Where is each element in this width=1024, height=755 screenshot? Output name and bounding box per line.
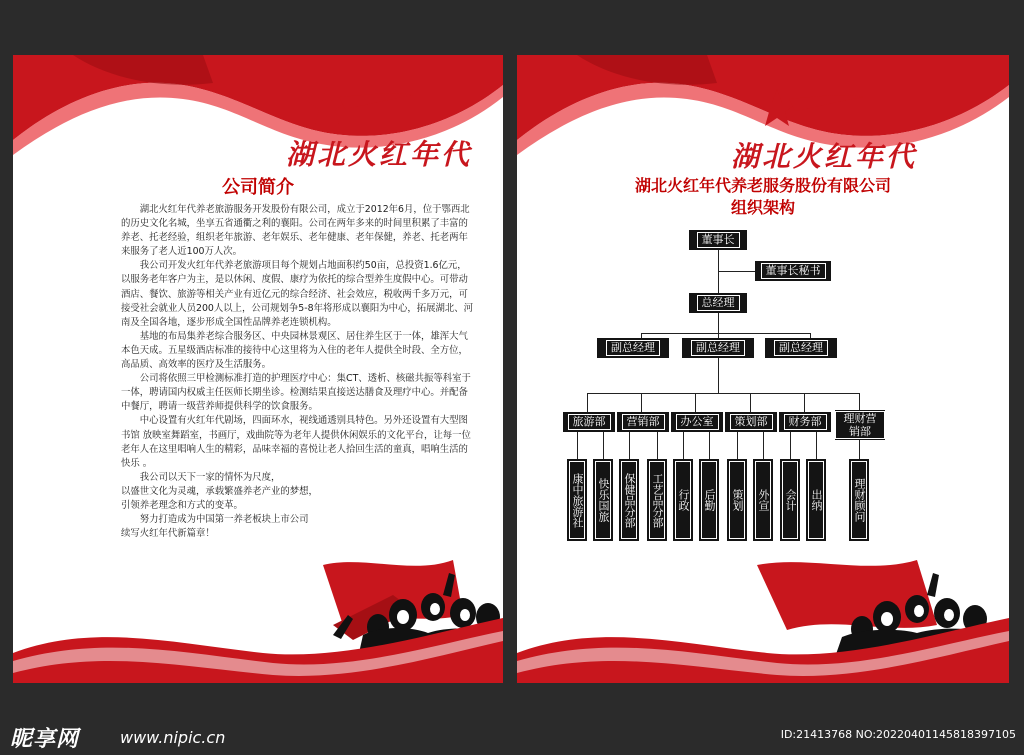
deputy-label: 副总经理	[691, 340, 745, 356]
connector-line	[641, 333, 811, 334]
unit-box	[780, 459, 800, 541]
paragraph: 基地的布局集养老综合服务区、中央园林景观区、居住养生区于一体，雄浑大气本色天成。五星级酒店标准的接待中心这里将为入住的老年人提供全时段、全方位，高品质、高效率的医疗及生活服务。	[121, 330, 468, 371]
unit-box	[567, 459, 587, 541]
unit-label: 保健品分部	[621, 461, 637, 539]
paragraph: 引领养老理念和方式的变革。	[121, 499, 243, 511]
unit-box	[699, 459, 719, 541]
brand-name: 湖北火红年代	[731, 140, 918, 173]
connector-line	[763, 431, 764, 459]
paragraph: 公司将依照三甲检测标准打造的护理医疗中心：集CT、透析、核磁共振等科室于一体，聘请国内权威主任医师长期坐诊。检测结果直接送达膳食及理疗中心。并配备中餐厅，聘请一级营养师提供科学的饮食服务。	[121, 373, 471, 413]
unit-box	[673, 459, 693, 541]
connector-line	[657, 431, 658, 459]
department-box	[617, 412, 669, 432]
profile-text	[121, 203, 473, 541]
connector-line	[718, 313, 719, 341]
connector-line	[641, 393, 642, 413]
unit-label: 策划	[729, 461, 745, 539]
company-name: 湖北火红年代养老服务股份有限公司	[634, 176, 891, 195]
connector-line	[718, 247, 719, 297]
chairman-box	[689, 230, 747, 250]
unit-label: 出纳	[808, 461, 824, 539]
paragraph: 中心设置有火红年代剧场，四面环水，视线通透别具特色。另外还设置有大型图书馆 放映室舞蹈室，书画厅，戏曲院等为老年人提供休闲娱乐的文化平台，让每一位老年人在这里唱响人生的精彩，品味幸福的喜悦让老人拾回生活的童真，唱响生活的快乐 。	[121, 415, 471, 469]
unit-box	[806, 459, 826, 541]
department-box	[779, 412, 831, 432]
connector-line	[683, 431, 684, 459]
unit-label: 工艺品分部	[649, 461, 665, 539]
image-id-text: ID:21413768 NO:20220401145818397105	[780, 728, 1016, 741]
unit-label: 快乐国旅	[595, 461, 611, 539]
connector-line	[750, 393, 751, 413]
deputy-label: 副总经理	[774, 340, 828, 356]
connector-line	[603, 431, 604, 459]
chart-subtitle: 组织架构	[730, 198, 795, 217]
deputy-manager-box	[597, 338, 669, 358]
site-url[interactable]: www.nipic.cn	[120, 728, 226, 747]
brand-name: 湖北火红年代	[286, 138, 473, 171]
unit-box	[727, 459, 747, 541]
department-box	[563, 412, 615, 432]
connector-line	[790, 431, 791, 459]
connector-line	[804, 393, 805, 413]
department-label: 办公室	[676, 414, 719, 430]
unit-label: 外宣	[755, 461, 771, 539]
department-box	[835, 410, 885, 440]
general-manager-box	[689, 293, 747, 313]
unit-box	[849, 459, 869, 541]
secretary-label: 董事长秘书	[761, 263, 826, 279]
department-label: 旅游部	[568, 414, 611, 430]
paragraph: 我公司以天下一家的情怀为尺度，	[139, 471, 281, 483]
red-ribbon-bottom	[13, 613, 503, 683]
connector-line	[587, 393, 588, 413]
department-label: 财务部	[784, 414, 827, 430]
connector-line	[718, 271, 758, 272]
deputy-label: 副总经理	[606, 340, 660, 356]
department-label: 理财营销部	[835, 411, 885, 439]
brand-star-icon	[755, 87, 865, 133]
unit-label: 理财顾问	[851, 461, 867, 539]
page-title: 公司简介	[222, 177, 294, 198]
connector-line	[816, 431, 817, 459]
department-label: 策划部	[730, 414, 773, 430]
unit-label: 康中旅游社	[569, 461, 585, 539]
red-ribbon-bottom	[517, 613, 1009, 683]
unit-box	[593, 459, 613, 541]
chairman-label: 董事长	[697, 232, 740, 248]
deputy-manager-box	[765, 338, 837, 358]
brand-star-icon	[305, 85, 415, 131]
paragraph: 努力打造成为中国第一养老板块上市公司	[139, 514, 309, 526]
unit-box	[753, 459, 773, 541]
paragraph: 湖北火红年代养老旅游服务开发股份有限公司，成立于2012年6月，位于鄂西北的历史文化名城，坐享五省通衢之利的襄阳。公司在两年多来的时间里积累了丰富的养老、托老经验，组织老年旅游、老年娱乐、老年健康、老年保健，养老、托老两年来服务了老人近100万人次。	[121, 204, 470, 258]
paragraph: 我公司开发火红年代养老旅游项目每个规划占地面积约50亩，总投资1.6亿元，以服务老年客户为主，是以休闲、度假、康疗为依托的综合型养生度假中心。可带动酒店、餐饮、旅游等相关产业有近亿元的综合经济、社会效应，税收两千多万元，可接受社会就业人员200人以上，公司规划争5-8年将形成以襄阳为中心，拓展湖北、河南及全国各地，逐步形成全国性品牌养老连锁机构。	[121, 260, 473, 328]
unit-label: 会计	[782, 461, 798, 539]
unit-label: 行政	[675, 461, 691, 539]
general-manager-label: 总经理	[697, 295, 740, 311]
connector-line	[577, 431, 578, 459]
paragraph: 以盛世文化为灵魂，承载繁盛养老产业的梦想，	[121, 485, 318, 497]
connector-line	[737, 431, 738, 459]
site-logo: 昵享网	[10, 727, 80, 752]
connector-line	[718, 358, 719, 393]
connector-line	[695, 393, 696, 413]
org-structure-page	[517, 55, 1009, 683]
connector-line	[709, 431, 710, 459]
unit-label: 后勤	[701, 461, 717, 539]
department-box	[671, 412, 723, 432]
department-label: 营销部	[622, 414, 665, 430]
connector-line	[629, 431, 630, 459]
unit-box	[619, 459, 639, 541]
connector-line	[587, 393, 859, 394]
paragraph: 续写火红年代新篇章！	[121, 528, 215, 540]
department-box	[725, 412, 777, 432]
unit-box	[647, 459, 667, 541]
company-profile-page	[13, 55, 503, 683]
secretary-box	[755, 261, 831, 281]
deputy-manager-box	[682, 338, 754, 358]
